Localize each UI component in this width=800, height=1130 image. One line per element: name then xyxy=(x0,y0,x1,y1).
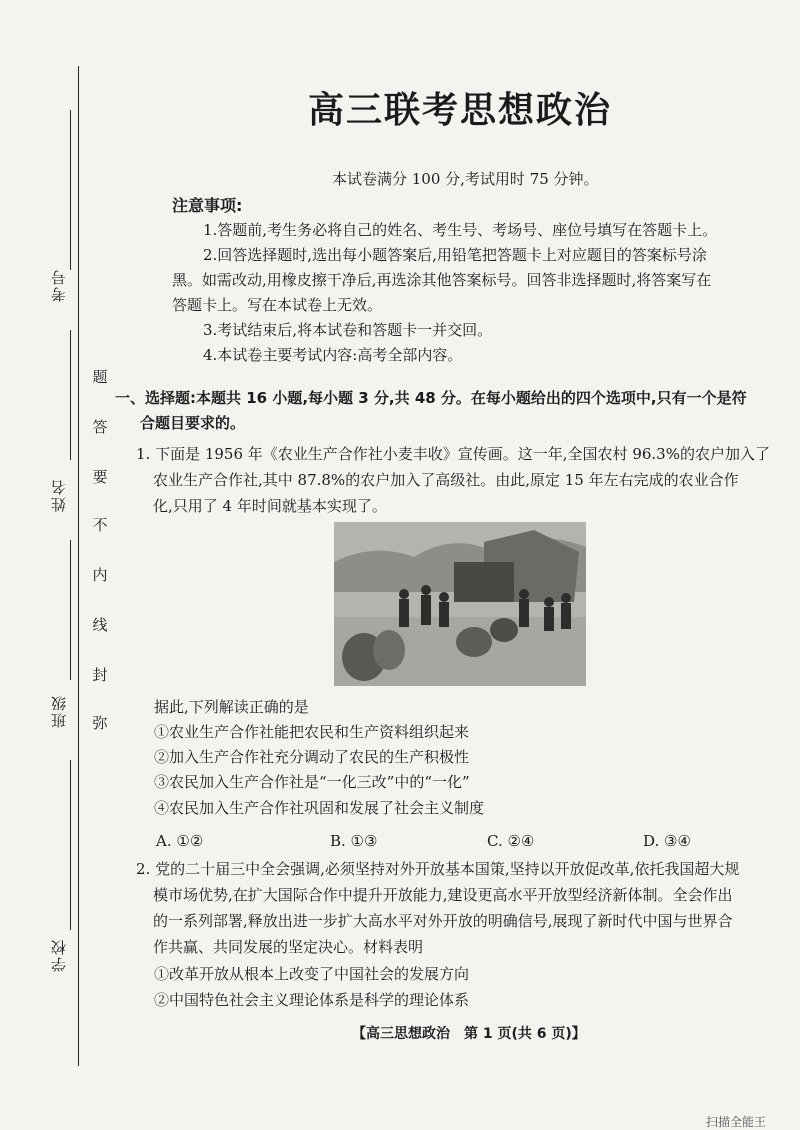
seal-line-char: 封 xyxy=(92,666,108,684)
notice-heading: 注意事项: xyxy=(172,196,243,215)
page-title: 高三联考思想政治 xyxy=(307,90,612,131)
q1-option-d: D. ③④ xyxy=(643,832,691,850)
q1-statement: ④农民加入生产合作社巩固和发展了社会主义制度 xyxy=(154,799,485,817)
margin-class-underline xyxy=(70,540,71,680)
section-heading-cont: 合题目要求的。 xyxy=(140,414,246,432)
q2-stem-line: 模市场优势,在扩大国际合作中提升开放能力,建设更高水平开放型经济新体制。全会作出 xyxy=(153,886,733,904)
notice-line: 1.答题前,考生务必将自己的姓名、考生号、考场号、座位号填写在答题卡上。 xyxy=(203,221,718,239)
q1-stem-line: 化,只用了 4 年时间就基本实现了。 xyxy=(153,497,387,515)
margin-vertical-line xyxy=(78,66,79,1066)
q1-statement: ②加入生产合作社充分调动了农民的生产积极性 xyxy=(154,748,470,766)
q1-statement: ③农民加入生产合作社是“一化三改”中的“一化” xyxy=(154,773,470,791)
notice-line: 答题卡上。写在本试卷上无效。 xyxy=(172,296,383,314)
school-label: 学校 xyxy=(50,938,68,972)
notice-line: 2.回答选择题时,选出每小题答案后,用铅笔把答题卡上对应题目的答案标号涂 xyxy=(203,246,707,264)
seal-line-char: 不 xyxy=(92,516,108,534)
section-heading: 一、选择题:本题共 16 小题,每小题 3 分,共 48 分。在每小题给出的四个选项中,只有一个是符 xyxy=(115,389,747,407)
q1-prompt: 据此,下列解读正确的是 xyxy=(154,698,309,716)
margin-name-underline xyxy=(70,330,71,460)
seal-line-char: 答 xyxy=(92,418,108,436)
seal-line-char: 内 xyxy=(92,566,108,584)
class-label: 班级 xyxy=(50,694,68,728)
margin-school-underline xyxy=(70,760,71,930)
page-footer: 【高三思想政治 第 1 页(共 6 页)】 xyxy=(352,1026,586,1042)
q2-statement: ②中国特色社会主义理论体系是科学的理论体系 xyxy=(154,991,470,1009)
scanner-watermark: 扫描全能王 xyxy=(706,1115,767,1129)
q2-statement: ①改革开放从根本上改变了中国社会的发展方向 xyxy=(154,965,470,983)
q2-stem-line: 作共赢、共同发展的坚定决心。材料表明 xyxy=(153,938,424,956)
notice-line: 4.本试卷主要考试内容:高考全部内容。 xyxy=(203,346,463,364)
notice-line: 黑。如需改动,用橡皮擦干净后,再选涂其他答案标号。回答非选择题时,将答案写在 xyxy=(172,271,712,289)
seal-line-char: 线 xyxy=(92,616,108,634)
seal-line-char: 题 xyxy=(92,368,108,386)
q1-option-c: C. ②④ xyxy=(487,832,535,850)
candidate-no-label: 考号 xyxy=(50,268,68,302)
painting-illustration xyxy=(334,522,586,686)
q2-stem-line: 2. 党的二十届三中全会强调,必须坚持对外开放基本国策,坚持以开放促改革,依托我国超大规 xyxy=(136,860,740,878)
margin-name-underline xyxy=(70,110,71,270)
seal-line-char: 要 xyxy=(92,468,108,486)
q1-statement: ①农业生产合作社能把农民和生产资料组织起来 xyxy=(154,723,470,741)
notice-line: 3.考试结束后,将本试卷和答题卡一并交回。 xyxy=(203,321,493,339)
q1-option-b: B. ①③ xyxy=(330,832,378,850)
q1-stem-line: 农业生产合作社,其中 87.8%的农户加入了高级社。由此,原定 15 年左右完成的农业合作 xyxy=(153,471,739,489)
name-label: 姓名 xyxy=(50,478,68,512)
exam-subtitle: 本试卷满分 100 分,考试用时 75 分钟。 xyxy=(332,170,599,188)
q2-stem-line: 的一系列部署,释放出进一步扩大高水平对外开放的明确信号,展现了新时代中国与世界合 xyxy=(153,912,733,930)
seal-line-char: 弥 xyxy=(92,714,108,732)
q1-stem-line: 1. 下面是 1956 年《农业生产合作社小麦丰收》宣传画。这一年,全国农村 96.3%的农户加入了 xyxy=(136,445,770,463)
propaganda-painting-image xyxy=(334,522,586,686)
q1-option-a: A. ①② xyxy=(156,832,204,850)
